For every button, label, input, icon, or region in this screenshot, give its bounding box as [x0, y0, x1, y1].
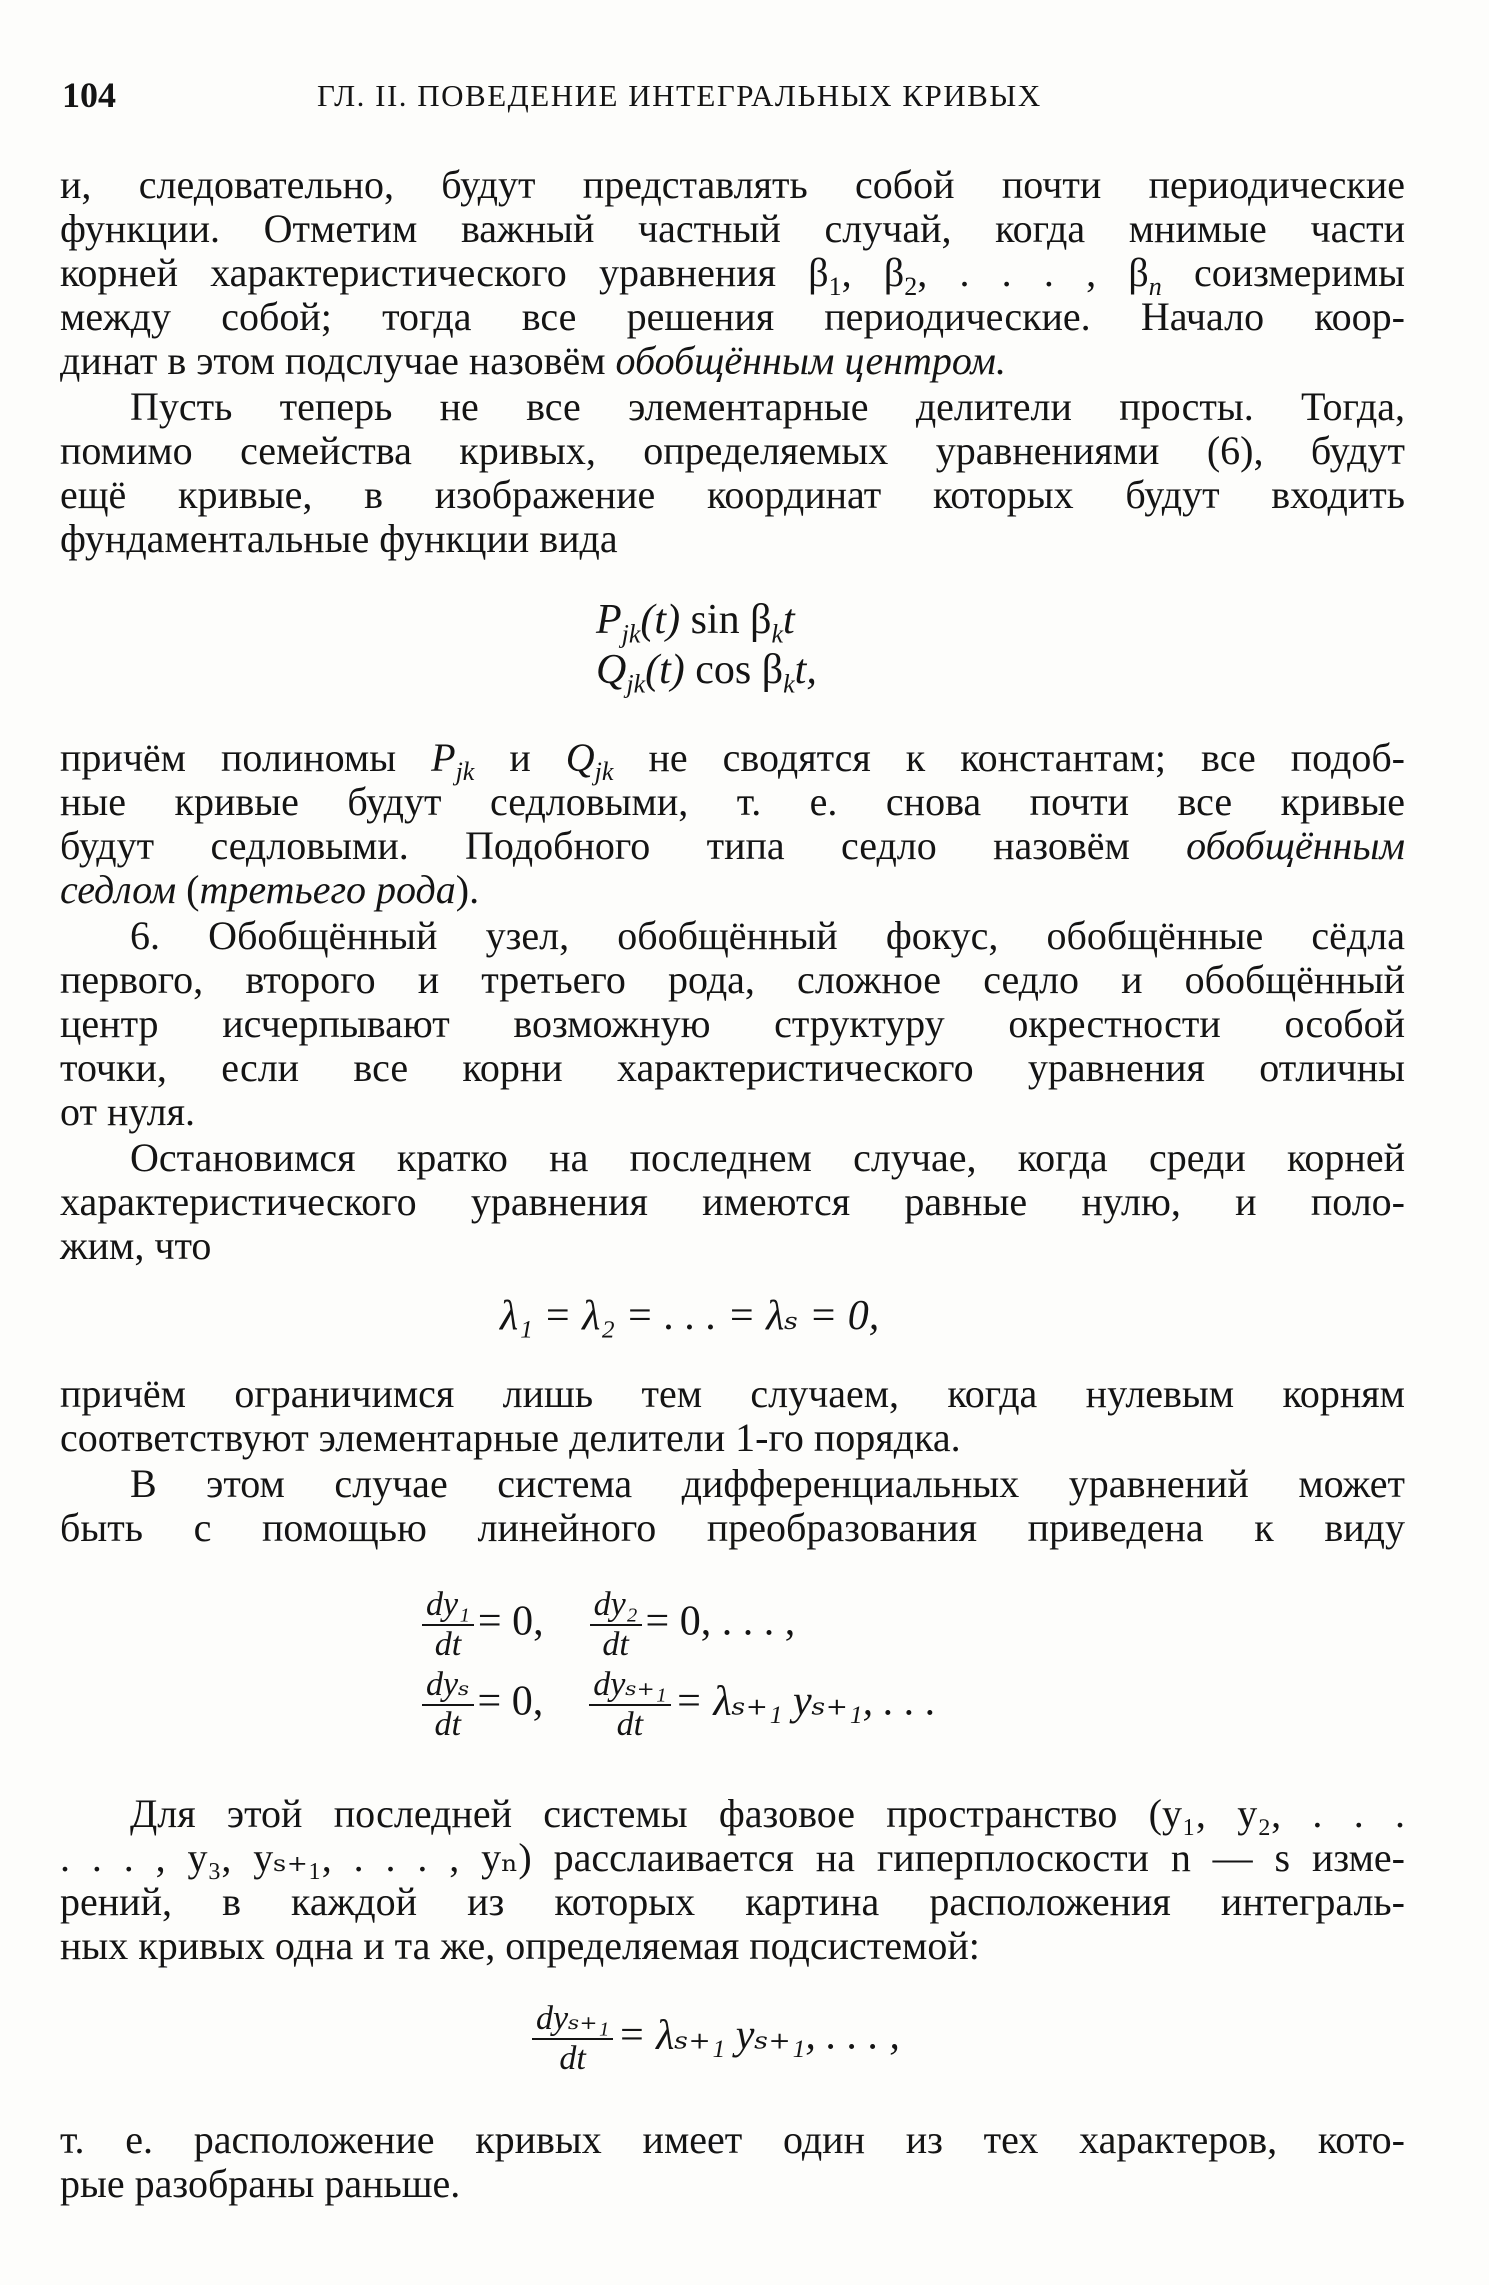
text-fragment: корней характеристического уравнения β [60, 250, 829, 295]
frac-num: dy₁ [422, 1586, 474, 1626]
text-line: 6. Обобщённый узел, обобщённый фокус, обобщённые сёдла [130, 913, 1405, 958]
frac-den: dt [434, 1706, 461, 1743]
fraction [589, 1666, 670, 1744]
text-line: точки, если все корни характеристического уравнения отличны [60, 1045, 1405, 1090]
text-fragment: соизмеримы [1161, 250, 1406, 295]
italic-term: седлом [60, 867, 177, 912]
text-fragment: ( [176, 867, 200, 912]
formula-lambda: λ₁ = λ₂ = . . . = λₛ = 0, [500, 1293, 880, 1339]
frac-num: dyₛ₊₁ [532, 2000, 613, 2040]
text-fragment: будут седловыми. Подобного типа седло назовём [60, 823, 1187, 868]
frac-den: dt [434, 1626, 462, 1663]
text-fragment: причём полиномы [60, 735, 432, 780]
formula-system-row [418, 1586, 795, 1664]
text-line: . . . , y₃, yₛ₊₁, . . . , yₙ) расслаивается на гиперплоскости n — s изме- [60, 1835, 1405, 1880]
text-line [60, 868, 1405, 912]
frac-den: dt [559, 2040, 586, 2077]
text-line: фундаментальные функции вида [60, 516, 618, 561]
formula-text: = λₛ₊₁ yₛ₊₁, . . . , [617, 2012, 900, 2059]
text-line: быть с помощью линейного преобразования приведена к виду [60, 1505, 1405, 1550]
text-fragment: , . . . , β [917, 250, 1149, 295]
text-fragment: , β [841, 250, 905, 295]
text-line [60, 824, 1405, 868]
fraction [422, 1586, 474, 1664]
text-line: функции. Отметим важный частный случай, когда мнимые части [60, 206, 1405, 251]
running-title: ГЛ. II. ПОВЕДЕНИЕ ИНТЕГРАЛЬНЫХ КРИВЫХ [317, 78, 1042, 113]
text-line: причём полиномы $P_{jk}$ и $Q_{jk}$ не сводятся к константам; все подоб- [60, 735, 1406, 786]
text-line: рые разобраны раньше. [60, 2161, 461, 2206]
frac-den: dt [616, 1706, 644, 1743]
page-header [62, 74, 1382, 124]
formula-text: sin β [690, 597, 772, 643]
text-line: Остановимся кратко на последнем случае, когда среди корней [130, 1135, 1405, 1180]
text-line: и, следовательно, будут представлять собой почти периодические [60, 162, 1405, 207]
text-fragment: ). [455, 867, 480, 912]
frac-num: dyₛ₊₁ [589, 1666, 670, 1706]
text-line: между собой; тогда все решения периодические. Начало коор- [60, 294, 1405, 339]
frac-num: dy₂ [590, 1586, 642, 1626]
frac-den: dt [602, 1626, 629, 1663]
text-line: т. е. расположение кривых имеет один из тех характеров, кото- [60, 2117, 1405, 2162]
formula-subsystem [528, 2000, 900, 2078]
formula-row: $P_{jk}(t)$ $\sin \beta_kt$ [596, 597, 795, 649]
formula-text: = 0, . . . , [645, 1598, 796, 1645]
text-fragment: не сводятся к константам; все подоб- [613, 735, 1406, 780]
italic-term: обобщённым [1186, 823, 1405, 868]
text-line: жим, что [60, 1223, 212, 1268]
text-line: Для этой последней системы фазовое пространство (y₁, y₂, . . . [130, 1791, 1405, 1836]
text-line [60, 339, 1405, 383]
formula-row: $Q_{jk}(t)$ $\cos \beta_kt$, [596, 647, 817, 699]
fraction [590, 1586, 642, 1664]
text-line: ные кривые будут седловыми, т. е. снова почти все кривые [60, 779, 1405, 824]
formula-text: cos β [695, 647, 784, 693]
text-line: причём ограничимся лишь тем случаем, когда нулевым корням [60, 1371, 1405, 1416]
page-number: 104 [62, 75, 116, 115]
text-line: первого, второго и третьего рода, сложное седло и обобщённый [60, 957, 1405, 1002]
frac-num: dyₛ [422, 1666, 474, 1706]
italic-term: третьего рода [199, 867, 456, 912]
text-line: ещё кривые, в изображение координат которых будут входить [60, 472, 1405, 517]
text-line: помимо семейства кривых, определяемых уравнениями (6), будут [60, 428, 1405, 473]
formula-text: = 0, [477, 1678, 544, 1725]
text-line: центр исчерпывают возможную структуру окрестности особой [60, 1001, 1405, 1046]
text-line: от нуля. [60, 1089, 195, 1134]
text-line: В этом случае система дифференциальных уравнений может [130, 1461, 1405, 1506]
text-fragment: динат в этом подслучае назовём [60, 338, 616, 383]
text-line: рений, в каждой из которых картина расположения интеграль- [60, 1879, 1405, 1924]
text-line: характеристического уравнения имеются равные нулю, и поло- [60, 1179, 1405, 1224]
formula-text: = λₛ₊₁ yₛ₊₁, . . . [674, 1678, 937, 1725]
formula-system-row [418, 1666, 936, 1744]
text-line: Пусть теперь не все элементарные делители просты. Тогда, [130, 384, 1405, 429]
text-line: ных кривых одна и та же, определяемая подсистемой: [60, 1923, 980, 1968]
fraction [422, 1666, 474, 1744]
formula-text: = 0, [477, 1598, 544, 1645]
text-line: соответствуют элементарные делители 1-го порядка. [60, 1415, 961, 1460]
italic-term: обобщённым центром. [615, 338, 1006, 383]
fraction [532, 2000, 613, 2078]
text-line: корней характеристического уравнения $\beta_1$, $\beta_2$, . . . , $\beta_n$ соизмеримы [60, 250, 1406, 301]
